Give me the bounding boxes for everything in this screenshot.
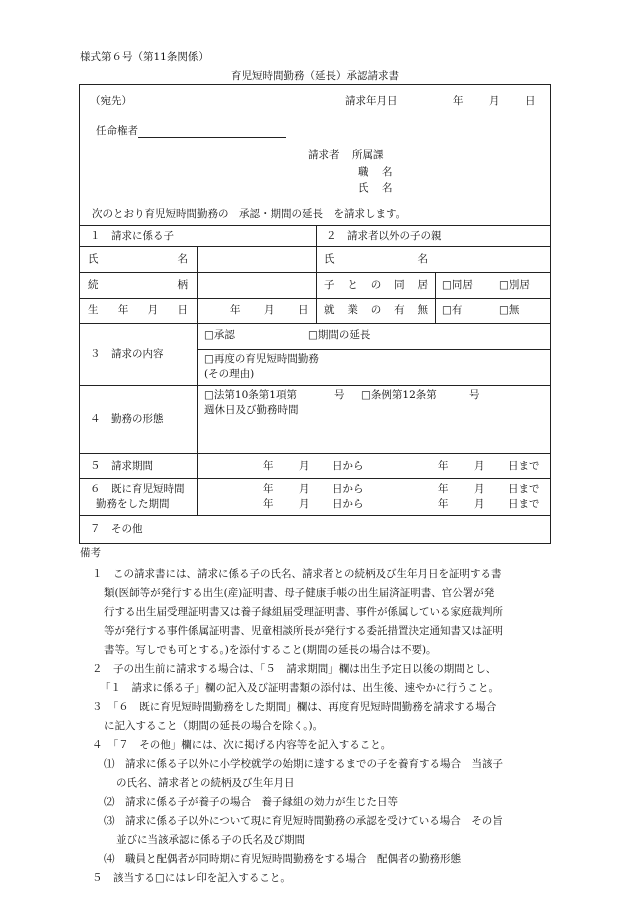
s5-to-year: 年 xyxy=(438,460,449,472)
section2-title: ２ 請求者以外の子の親 xyxy=(326,230,442,242)
note-line: ⑴ 請求に係る子以外に小学校就学の始期に達するまでの子を養育する場合 当該子 xyxy=(104,758,503,770)
s6-to-day-2: 日まで xyxy=(508,498,540,510)
note-line: 行する出生届受理証明書又は養子縁組届受理証明書、事件が係属している家庭裁判所 xyxy=(104,606,503,618)
law-checkbox[interactable]: □法第10条第1項第 xyxy=(204,389,297,401)
s5-from-month: 月 xyxy=(299,460,310,472)
notes-heading: 備考 xyxy=(80,547,101,559)
s5-from-day: 日から xyxy=(332,460,364,472)
requester-position-2: 名 xyxy=(382,166,393,178)
request-date-month: 月 xyxy=(489,95,500,107)
s6-to-month-2: 月 xyxy=(474,498,485,510)
note-line: 並びに当該承認に係る子の氏名及び期間 xyxy=(116,834,305,846)
section7-label: ７ その他 xyxy=(90,523,143,535)
law-number: 号 xyxy=(334,389,345,401)
section1-relation-label: 続 柄 xyxy=(88,279,188,291)
section6-label-2: 勤務をした期間 xyxy=(96,498,170,510)
section1-birth-day: 日 xyxy=(298,304,309,316)
note-line: の氏名、請求者との続柄及び生年月日 xyxy=(116,777,295,789)
form-title: 育児短時間勤務（延長）承認請求書 xyxy=(231,70,399,82)
section4-label: ４ 勤務の形態 xyxy=(90,413,164,425)
note-line: ５ 該当する□にはレ印を記入すること。 xyxy=(92,872,291,884)
s6-to-year-2: 年 xyxy=(438,498,449,510)
separate-checkbox[interactable]: □別居 xyxy=(499,279,530,291)
s5-to-month: 月 xyxy=(474,460,485,472)
request-date-day: 日 xyxy=(525,95,536,107)
requester-label: 請求者 xyxy=(308,149,340,161)
note-line: ⑶ 請求に係る子以外について現に育児短時間勤務の承認を受けている場合 その旨 xyxy=(104,815,503,827)
note-line: 書等。写しでも可とする。)を添付すること(期間の延長の場合は不要)。 xyxy=(104,644,437,656)
note-line: ⑵ 請求に係る子が養子の場合 養子縁組の効力が生じた日等 xyxy=(104,796,398,808)
s5-to-day: 日まで xyxy=(508,460,540,472)
section1-birth-year: 年 xyxy=(230,304,241,316)
section2-employment-label: 就 業 の 有 無 xyxy=(324,304,428,316)
s6-from-year-1: 年 xyxy=(263,483,274,495)
addressee: （宛先） xyxy=(90,95,132,107)
note-line: ３ 「６ 既に育児短時間勤務をした期間」欄は、再度育児短時間勤務を請求する場合 xyxy=(92,701,497,713)
s6-from-year-2: 年 xyxy=(263,498,274,510)
section1-birth-month: 月 xyxy=(264,304,275,316)
requester-position-1: 職 xyxy=(358,166,369,178)
s6-from-day-1: 日から xyxy=(332,483,364,495)
intro-text: 次のとおり育児短時間勤務の 承認・期間の延長 を請求します。 xyxy=(92,208,407,220)
appointer-label: 任命権者 xyxy=(96,125,138,137)
appointer xyxy=(96,125,286,138)
employed-yes-checkbox[interactable]: □有 xyxy=(442,304,463,316)
request-date-label: 請求年月日 xyxy=(345,95,398,107)
again-checkbox[interactable]: □再度の育児短時間勤務 xyxy=(204,353,319,365)
note-line: ⑷ 職員と配偶者が同時期に育児短時間勤務をする場合 配偶者の勤務形態 xyxy=(104,853,461,865)
extension-checkbox[interactable]: □期間の延長 xyxy=(308,329,371,341)
s6-to-day-1: 日まで xyxy=(508,483,540,495)
s6-from-day-2: 日から xyxy=(332,498,364,510)
s6-from-month-2: 月 xyxy=(299,498,310,510)
employed-no-checkbox[interactable]: □無 xyxy=(499,304,520,316)
reason-label: (その理由) xyxy=(204,368,255,380)
schedule-label: 週休日及び勤務時間 xyxy=(204,404,299,416)
ordinance-number: 号 xyxy=(469,389,480,401)
cohabit-checkbox[interactable]: □同居 xyxy=(442,279,473,291)
approval-checkbox[interactable]: □承認 xyxy=(204,329,235,341)
section3-label: ３ 請求の内容 xyxy=(90,348,164,360)
note-line: １ この請求書には、請求に係る子の氏名、請求者との続柄及び生年月日を証明する書 xyxy=(92,568,502,580)
note-line: ２ 子の出生前に請求する場合は、「５ 請求期間」欄は出生予定日以後の期間とし、 xyxy=(92,663,497,675)
ordinance-checkbox[interactable]: □条例第12条第 xyxy=(361,389,437,401)
note-line: ４ 「７ その他」欄には、次に掲げる内容等を記入すること。 xyxy=(92,739,392,751)
section5-label: ５ 請求期間 xyxy=(90,460,153,472)
section2-name-label: 氏 名 xyxy=(324,253,428,265)
requester-name-2: 名 xyxy=(382,182,393,194)
section6-label-1: ６ 既に育児短時間 xyxy=(90,483,185,495)
request-date-year: 年 xyxy=(453,95,464,107)
note-line: に記入すること（期間の延長の場合を除く。)。 xyxy=(104,720,324,732)
section1-name-label: 氏 名 xyxy=(88,253,188,265)
s6-to-year-1: 年 xyxy=(438,483,449,495)
s5-from-year: 年 xyxy=(263,460,274,472)
s6-from-month-1: 月 xyxy=(299,483,310,495)
requester-name-1: 氏 xyxy=(358,182,369,194)
appointer-field[interactable] xyxy=(138,126,286,138)
form-number: 様式第６号（第11条関係） xyxy=(80,51,209,63)
note-line: 「１ 請求に係る子」欄の記入及び証明書類の添付は、出生後、速やかに行うこと。 xyxy=(100,682,499,694)
requester-dept: 所属課 xyxy=(352,149,384,161)
section1-title: １ 請求に係る子 xyxy=(90,230,174,242)
section2-cohabit-label: 子 と の 同 居 xyxy=(324,279,428,291)
request-form xyxy=(79,84,551,544)
note-line: 等が発行する事件係属証明書、児童相談所長が発行する委託措置決定通知書又は証明 xyxy=(104,625,503,637)
s6-to-month-1: 月 xyxy=(474,483,485,495)
section1-birth-label: 生 年 月 日 xyxy=(88,304,188,316)
note-line: 類(医師等が発行する出生(産)証明書、母子健康手帳の出生届済証明書、官公署が発 xyxy=(104,587,495,599)
